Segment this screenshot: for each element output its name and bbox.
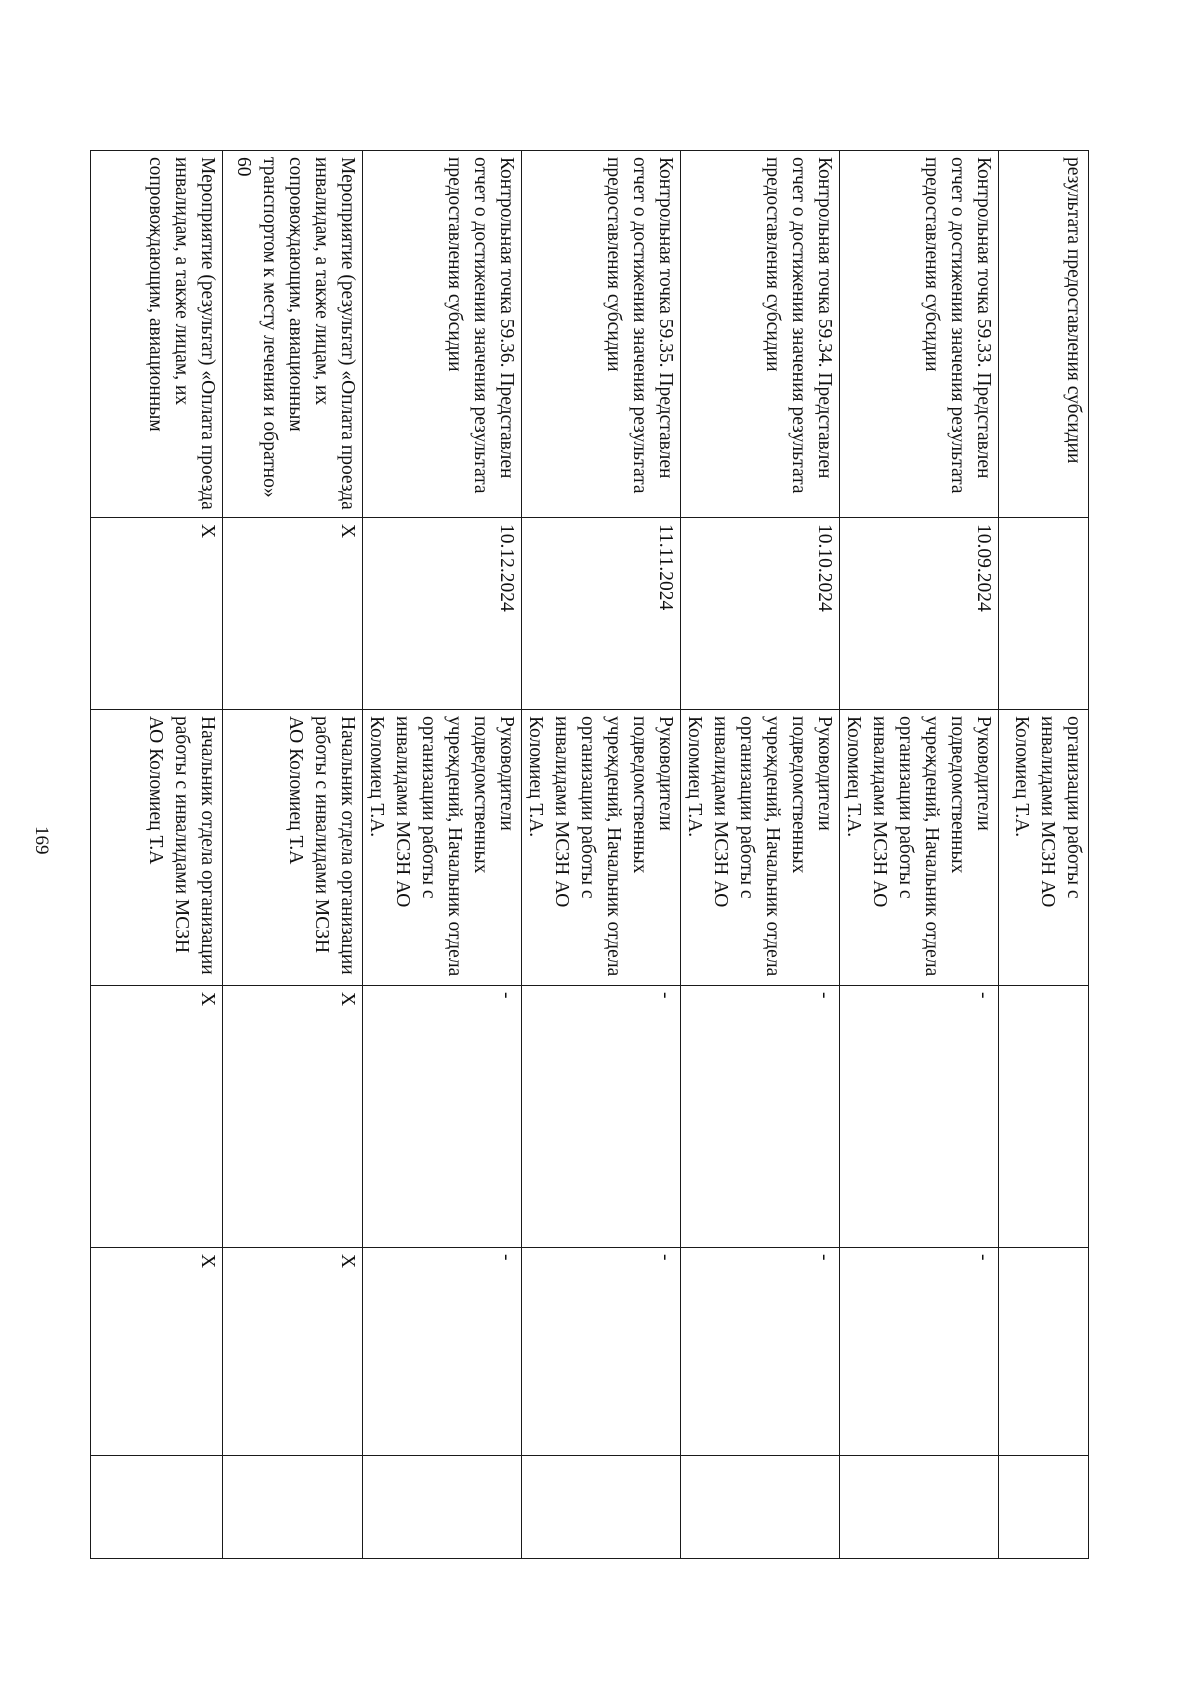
table-row bbox=[363, 151, 522, 1559]
extra-cell bbox=[91, 1456, 223, 1559]
doc-type-cell bbox=[999, 986, 1089, 1248]
extra-cell bbox=[522, 1456, 681, 1559]
table-row bbox=[681, 151, 840, 1559]
extra-cell bbox=[840, 1456, 999, 1559]
info-system-cell bbox=[999, 1248, 1089, 1456]
responsible-cell: Руководители подведомственных учреждений, Начальник отдела организации работы с инвалидами МСЗН АО Коломиец Т.А. bbox=[522, 710, 681, 986]
date-cell: X bbox=[223, 518, 363, 710]
responsible-cell: организации работы с инвалидами МСЗН АО Коломиец Т.А. bbox=[999, 710, 1089, 986]
result-name-cell: Контрольная точка 59.36. Представлен отчет о достижении значения результата предоставления субсидии bbox=[363, 151, 522, 518]
extra-cell bbox=[681, 1456, 840, 1559]
extra-cell bbox=[363, 1456, 522, 1559]
info-system-cell: - bbox=[522, 1248, 681, 1456]
info-system-cell: - bbox=[840, 1248, 999, 1456]
extra-cell bbox=[999, 1456, 1089, 1559]
result-name-cell: результата предоставления субсидии bbox=[999, 151, 1089, 518]
extra-cell bbox=[223, 1456, 363, 1559]
doc-type-cell: - bbox=[363, 986, 522, 1248]
info-system-cell: X bbox=[223, 1248, 363, 1456]
table-row bbox=[223, 151, 363, 1559]
date-cell: 11.11.2024 bbox=[522, 518, 681, 710]
responsible-cell: Руководители подведомственных учреждений, Начальник отдела организации работы с инвалидами МСЗН АО Коломиец Т.А. bbox=[363, 710, 522, 986]
responsible-cell: Начальник отдела организации работы с инвалидами МСЗН АО Коломиец Т.А bbox=[91, 710, 223, 986]
info-system-cell: - bbox=[681, 1248, 840, 1456]
date-cell: X bbox=[91, 518, 223, 710]
date-cell: 10.12.2024 bbox=[363, 518, 522, 710]
table-row bbox=[840, 151, 999, 1559]
responsible-cell: Руководители подведомственных учреждений, Начальник отдела организации работы с инвалидами МСЗН АО Коломиец Т.А. bbox=[840, 710, 999, 986]
result-name-cell: Контрольная точка 59.34. Представлен отчет о достижении значения результата предоставления субсидии bbox=[681, 151, 840, 518]
table-row bbox=[999, 151, 1089, 1559]
doc-type-cell: - bbox=[681, 986, 840, 1248]
result-name-cell: Мероприятие (результат) «Оплата проезда инвалидам, а также лицам, их сопровождающим, авиационным bbox=[91, 151, 223, 518]
doc-type-cell: X bbox=[223, 986, 363, 1248]
date-cell: 10.10.2024 bbox=[681, 518, 840, 710]
document-table-wrapper bbox=[145, 150, 1089, 1558]
control-points-table bbox=[90, 150, 1089, 1559]
info-system-cell: - bbox=[363, 1248, 522, 1456]
doc-type-cell: - bbox=[522, 986, 681, 1248]
responsible-cell: Руководители подведомственных учреждений, Начальник отдела организации работы с инвалидами МСЗН АО Коломиец Т.А. bbox=[681, 710, 840, 986]
table-row bbox=[522, 151, 681, 1559]
date-cell: 10.09.2024 bbox=[840, 518, 999, 710]
page-number: 169 bbox=[31, 826, 52, 855]
responsible-cell: Начальник отдела организации работы с инвалидами МСЗН АО Коломиец Т.А bbox=[223, 710, 363, 986]
info-system-cell: X bbox=[91, 1248, 223, 1456]
table-row bbox=[91, 151, 223, 1559]
date-cell bbox=[999, 518, 1089, 710]
result-name-cell: Контрольная точка 59.35. Представлен отчет о достижении значения результата предоставления субсидии bbox=[522, 151, 681, 518]
doc-type-cell: X bbox=[91, 986, 223, 1248]
result-name-cell: Контрольная точка 59.33. Представлен отчет о достижении значения результата предоставления субсидии bbox=[840, 151, 999, 518]
doc-type-cell: - bbox=[840, 986, 999, 1248]
result-name-cell: Мероприятие (результат) «Оплата проезда инвалидам, а также лицам, их сопровождающим, авиационным транспортом к месту лечения и обратно» 60 bbox=[223, 151, 363, 518]
